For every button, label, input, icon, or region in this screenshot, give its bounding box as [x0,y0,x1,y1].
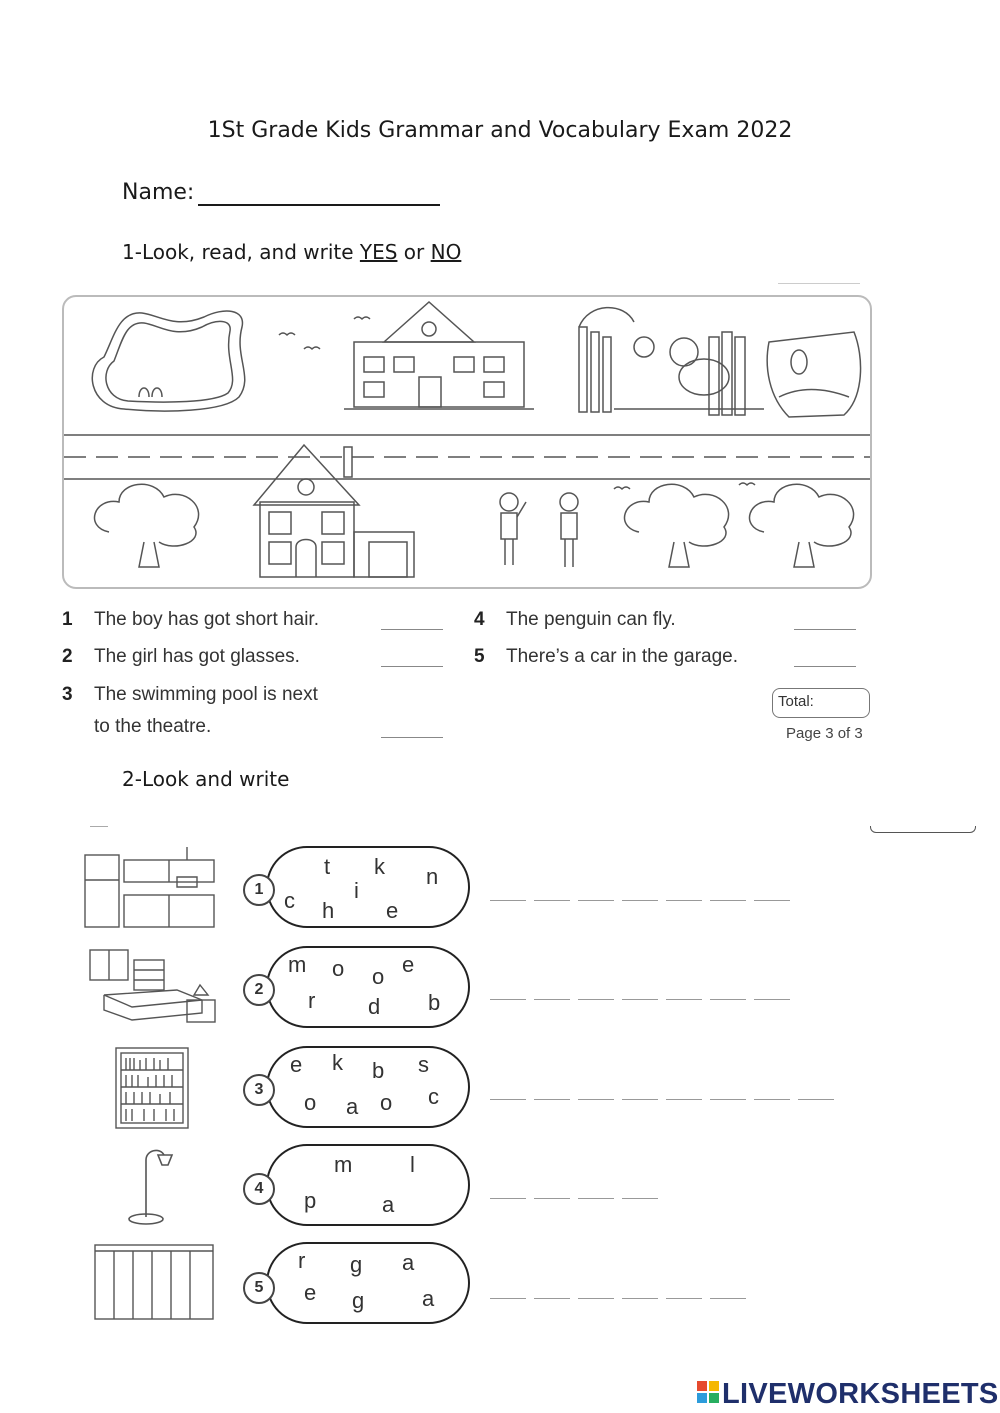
answer-letter-blank[interactable] [578,900,614,901]
letter-bubble-1 [266,846,470,928]
answer-letter-blank[interactable] [710,1099,746,1100]
lamp-picture [126,1145,176,1231]
answer-letter-blank[interactable] [754,1099,790,1100]
scrambled-letter: g [350,1252,363,1277]
scrambled-letter: o [332,956,345,981]
answer-letter-blank[interactable] [622,1099,658,1100]
scrambled-letter: b [372,1058,385,1083]
answer-blank-2[interactable] [381,666,443,667]
question-number: 5 [474,646,485,667]
answer-letter-blank[interactable] [754,999,790,1000]
letter-bubble-2 [266,946,470,1028]
answer-letter-blank[interactable] [534,900,570,901]
answer-letter-blank[interactable] [666,1298,702,1299]
or-word: or [397,240,431,264]
item-number-1: 1 [243,874,275,906]
question-number: 4 [474,609,485,630]
question-1-text: The boy has got short hair. [94,609,319,630]
bookcase-icon [114,1046,190,1130]
question-number: 2 [62,646,73,667]
answer-letter-blank[interactable] [710,999,746,1000]
section2-heading: 2-Look and write [122,767,290,791]
brand-logo-text[interactable]: LIVEWORKSHEETS [722,1378,999,1410]
corner-line [778,283,860,284]
scrambled-letter: l [410,1152,415,1177]
girl-figure-icon [500,493,526,565]
answer-letter-blank[interactable] [622,1198,658,1199]
corner-mark [90,826,108,827]
scrambled-letter: p [304,1188,317,1213]
house-icon [254,445,414,577]
answer-letter-blank[interactable] [534,1099,570,1100]
bedroom-icon [82,945,224,1027]
lamp-icon [126,1145,176,1227]
answer-letter-blank[interactable] [622,1298,658,1299]
kitchen-picture [82,845,222,937]
question-4 [474,609,485,631]
item-number-5: 5 [243,1272,275,1304]
corner-bracket [870,826,976,833]
liveworksheets-logo-icon [697,1381,719,1403]
answer-letter-blank[interactable] [490,1298,526,1299]
section1-heading [122,240,461,264]
answer-letter-blank[interactable] [622,900,658,901]
page-title: 1St Grade Kids Grammar and Vocabulary Exam 2022 [207,118,793,143]
scrambled-letter: o [304,1090,317,1115]
total-label: Total: [778,693,814,710]
tree-icon-1 [95,484,199,567]
scrambled-letter: o [380,1090,393,1115]
answer-blank-3[interactable] [381,737,443,738]
item-number-4: 4 [243,1173,275,1205]
tree-icon-2 [625,484,729,567]
scrambled-letter: a [402,1250,415,1275]
tree-icon-3 [750,484,854,567]
school-building-icon [344,302,534,409]
question-3-text-line2: to the theatre. [94,716,212,737]
scrambled-letter: g [352,1288,365,1313]
scrambled-letter: e [402,952,415,977]
letter-bubble-5 [266,1242,470,1324]
answer-letter-blank[interactable] [578,1099,614,1100]
answer-letter-blank[interactable] [578,1298,614,1299]
zoo-park-icon [579,308,764,415]
scrambled-letter: c [284,888,295,913]
question-1 [62,609,73,631]
answer-letter-blank[interactable] [578,1198,614,1199]
no-word: NO [430,240,462,264]
scrambled-letter: c [428,1084,439,1109]
garage-picture [92,1242,218,1326]
answer-letter-blank[interactable] [754,900,790,901]
scrambled-letter: m [288,952,307,977]
answer-blank-4[interactable] [794,629,856,630]
answer-letter-blank[interactable] [798,1099,834,1100]
scrambled-letter: k [374,854,385,879]
scrambled-letter: m [334,1152,353,1177]
answer-letter-blank[interactable] [490,900,526,901]
question-5-text: There’s a car in the garage. [506,646,739,667]
question-3-text-line1: The swimming pool is next [94,684,318,705]
scrambled-letter: o [372,964,385,989]
answer-letter-blank[interactable] [490,1099,526,1100]
scrambled-letter: e [290,1052,303,1077]
kitchen-icon [82,845,222,933]
scrambled-letter: n [426,864,439,889]
scrambled-letter: e [304,1280,317,1305]
letter-bubble-4 [266,1144,470,1226]
bookcase-picture [114,1046,190,1134]
answer-letter-blank[interactable] [710,1298,746,1299]
question-2 [62,646,73,668]
garage-door-icon [92,1242,218,1322]
answer-letter-blank[interactable] [666,900,702,901]
page-number: Page 3 of 3 [786,725,863,742]
scrambled-letter: k [332,1050,343,1075]
penguin-tank-icon [767,332,860,417]
scrambled-letter: d [368,994,381,1019]
answer-letter-blank[interactable] [622,999,658,1000]
item-number-2: 2 [243,974,275,1006]
scrambled-letter: s [418,1052,429,1077]
answer-blank-5[interactable] [794,666,856,667]
answer-letter-blank[interactable] [534,1298,570,1299]
question-3 [62,684,73,706]
scrambled-letter: i [354,878,359,903]
answer-letter-blank[interactable] [490,1198,526,1199]
answer-letter-blank[interactable] [578,999,614,1000]
answer-letter-blank[interactable] [710,900,746,901]
item-number-3: 3 [243,1074,275,1106]
question-2-text: The girl has got glasses. [94,646,300,667]
yes-word: YES [359,240,398,264]
town-scene-illustration [62,295,872,589]
scrambled-letter: r [308,988,316,1013]
scrambled-letter: a [346,1094,359,1119]
scrambled-letter: h [322,898,335,923]
scrambled-letter: t [324,854,331,879]
town-scene-drawing [64,297,870,587]
scrambled-letter: a [422,1286,435,1311]
answer-letter-blank[interactable] [534,999,570,1000]
letter-bubble-3 [266,1046,470,1128]
scrambled-letter: e [386,898,399,923]
section1-heading-prefix: 1-Look, read, and write [122,240,360,264]
scrambled-letter: b [428,990,441,1015]
question-4-text: The penguin can fly. [506,609,676,630]
question-number: 1 [62,609,73,630]
answer-letter-blank[interactable] [666,999,702,1000]
answer-letter-blank[interactable] [534,1198,570,1199]
question-number: 3 [62,684,73,705]
scrambled-letter: a [382,1192,395,1217]
name-label: Name: [122,180,195,205]
swimming-pool-icon [92,311,244,411]
answer-blank-1[interactable] [381,629,443,630]
bedroom-picture [82,945,224,1031]
answer-letter-blank[interactable] [490,999,526,1000]
answer-letter-blank[interactable] [666,1099,702,1100]
scrambled-letter: r [298,1248,306,1273]
boy-figure-icon [560,493,578,567]
name-blank-line[interactable] [198,204,440,206]
question-5 [474,646,485,668]
